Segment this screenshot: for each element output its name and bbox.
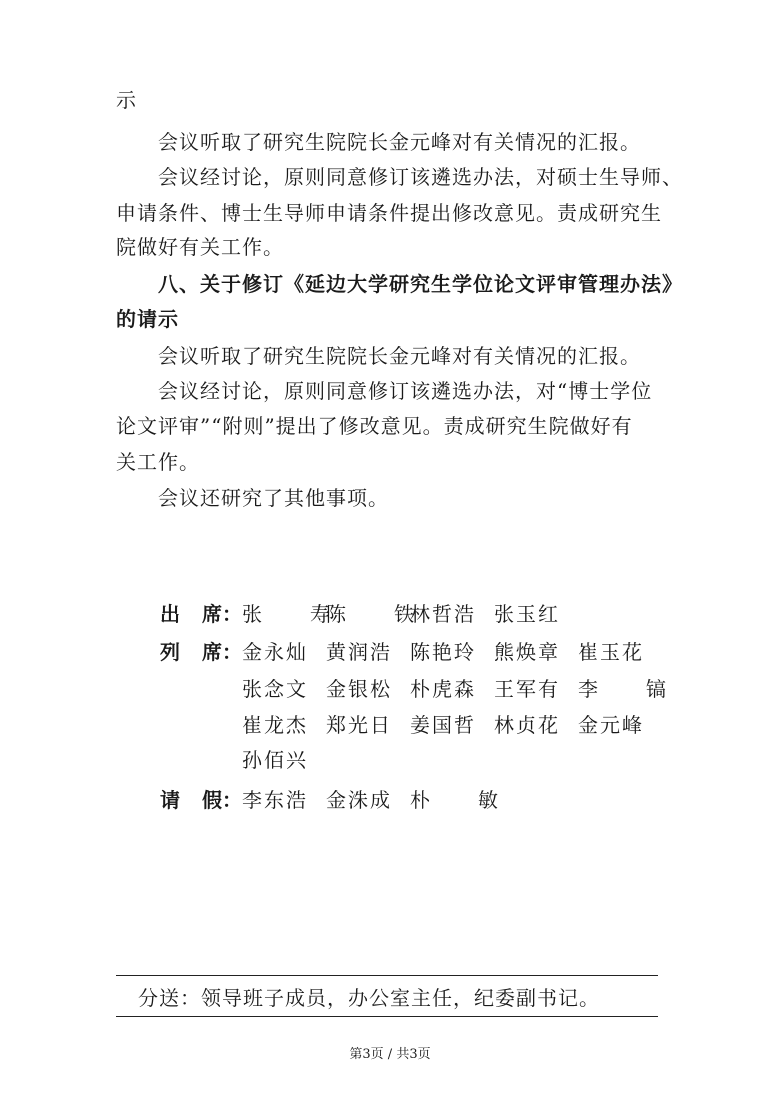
body-line-9: 会议经讨论，原则同意修订该遴选办法，对“博士学位 — [158, 379, 653, 403]
present-name: 张玉红 — [494, 602, 560, 626]
body-line-5: 院做好有关工作。 — [116, 235, 284, 259]
present-name: 陈 铁 — [326, 602, 428, 626]
leave-names — [242, 786, 512, 814]
present-names — [242, 600, 578, 628]
distribution-top-rule — [116, 975, 658, 976]
attending-name: 陈艳玲 — [410, 640, 476, 664]
attending-name: 金银松 — [326, 677, 392, 701]
attending-row-1 — [242, 638, 662, 666]
body-line-11: 关工作。 — [116, 450, 200, 474]
section-heading: 八、关于修订《延边大学研究生学位论文评审管理办法》 — [158, 272, 683, 296]
attending-row-3 — [242, 711, 662, 739]
attending-name: 王军有 — [494, 677, 560, 701]
leave-name: 李东浩 — [242, 788, 308, 812]
attending-name: 李 镐 — [578, 677, 680, 701]
attending-name: 崔玉花 — [578, 640, 644, 664]
body-line-3: 会议经讨论，原则同意修订该遴选办法，对硕士生导师、 — [158, 165, 683, 189]
attending-name: 孙佰兴 — [242, 748, 308, 772]
page-number: 第3页 / 共3页 — [349, 1047, 431, 1062]
attending-name: 金元峰 — [578, 713, 644, 737]
body-line-4: 申请条件、博士生导师申请条件提出修改意见。责成研究生 — [116, 201, 662, 225]
body-line-2: 会议听取了研究生院院长金元峰对有关情况的汇报。 — [158, 130, 641, 154]
leave-label: 请 假： — [160, 788, 242, 812]
attending-name: 黄润浩 — [326, 640, 392, 664]
attending-row-2 — [242, 675, 680, 703]
distribution-list: 分送：领导班子成员，办公室主任，纪委副书记。 — [138, 986, 600, 1010]
leave-name: 朴 敏 — [410, 788, 512, 812]
attending-row-4 — [242, 746, 326, 774]
attending-name: 金永灿 — [242, 640, 308, 664]
leave-name: 金洙成 — [326, 788, 392, 812]
attending-name: 朴虎森 — [410, 677, 476, 701]
present-name: 林哲浩 — [410, 602, 476, 626]
body-line-8: 会议听取了研究生院院长金元峰对有关情况的汇报。 — [158, 344, 641, 368]
attending-name: 姜国哲 — [410, 713, 476, 737]
attending-name: 熊焕章 — [494, 640, 560, 664]
attending-name: 郑光日 — [326, 713, 392, 737]
distribution-bottom-rule — [116, 1016, 658, 1017]
attending-name: 张念文 — [242, 677, 308, 701]
body-line-10: 论文评审”“附则”提出了修改意见。责成研究生院做好有 — [116, 414, 633, 438]
attending-label: 列 席： — [160, 640, 242, 664]
attending-name: 林贞花 — [494, 713, 560, 737]
present-name: 张 寿 — [242, 602, 344, 626]
section-heading-cont: 的请示 — [116, 307, 179, 331]
body-line-12: 会议还研究了其他事项。 — [158, 486, 389, 510]
body-line-1: 示 — [116, 88, 137, 112]
present-label: 出 席： — [160, 602, 242, 626]
attending-name: 崔龙杰 — [242, 713, 308, 737]
